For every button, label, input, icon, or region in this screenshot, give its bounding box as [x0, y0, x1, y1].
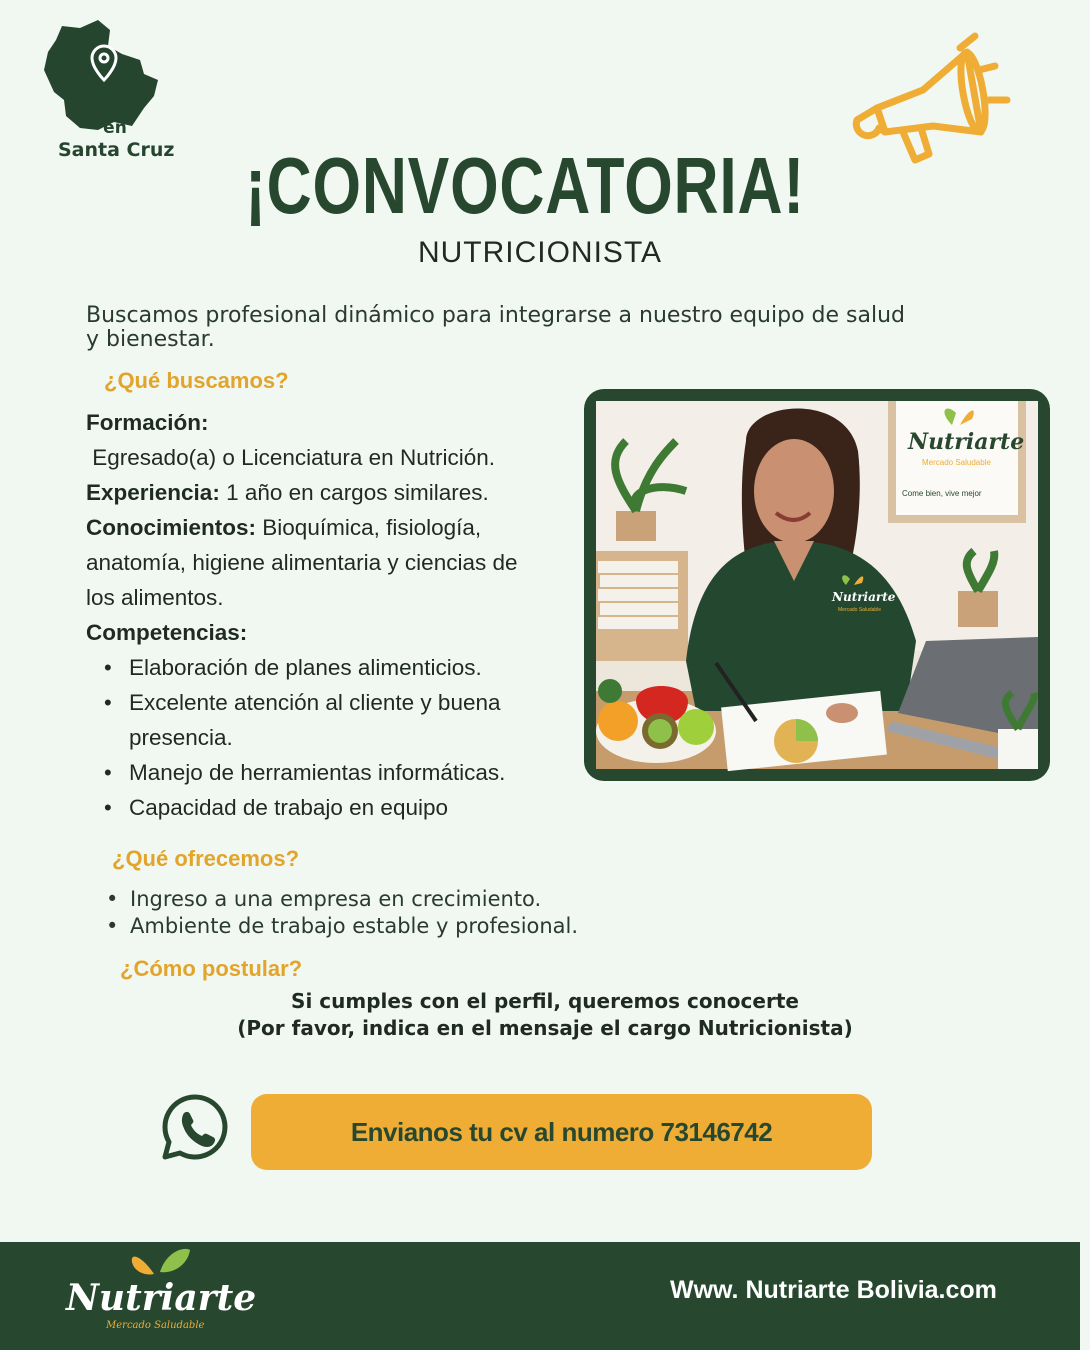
shirt-tagline: Mercado Saludable	[838, 607, 882, 613]
footer-logo	[62, 1246, 257, 1332]
section-heading-buscamos: ¿Qué buscamos?	[104, 368, 289, 393]
send-cv-button[interactable]: Envianos tu cv al numero 73146742	[251, 1094, 872, 1170]
whatsapp-icon[interactable]	[161, 1093, 229, 1161]
list-item: • Ambiente de trabajo estable y profesional.	[130, 913, 578, 940]
requirements-block	[86, 405, 586, 825]
section-heading-postular: ¿Cómo postular?	[120, 956, 303, 981]
list-item: • Manejo de herramientas informáticas.	[129, 755, 586, 790]
experiencia-value: 1 año en cargos similares.	[226, 480, 489, 505]
section-heading-ofrecemos: ¿Qué ofrecemos?	[112, 846, 300, 871]
list-item: • Elaboración de planes alimenticios.	[129, 650, 586, 685]
conocimientos-value-line2: anatomía, higiene alimentaria y ciencias de	[86, 550, 518, 575]
competencias-label: Competencias:	[86, 620, 248, 645]
conocimientos-value: Bioquímica, fisiología,	[262, 515, 482, 540]
experiencia-label: Experiencia:	[86, 480, 220, 505]
sign-slogan: Come bien, vive mejor	[902, 489, 982, 498]
location-prefix: en	[103, 118, 127, 138]
ofrecemos-list	[130, 886, 578, 940]
conocimientos-label: Conocimientos:	[86, 515, 257, 540]
job-title: NUTRICIONISTA	[417, 236, 663, 269]
list-item: • Ingreso a una empresa en crecimiento.	[130, 886, 578, 913]
formacion-label: Formación:	[86, 410, 209, 435]
footer-tagline: Mercado Saludable	[106, 1320, 205, 1331]
website-link[interactable]: Www. Nutriarte Bolivia.com	[670, 1276, 997, 1304]
apply-line-1: Si cumples con el perfil, queremos conocerte	[291, 989, 799, 1013]
sign-tagline: Mercado Saludable	[922, 458, 991, 467]
shirt-brand: Nutriarte	[832, 590, 896, 604]
apply-instructions	[0, 988, 1090, 1042]
conocimientos-value-line3: los alimentos.	[86, 585, 224, 610]
bolivia-map-icon	[40, 18, 160, 133]
competencias-list	[86, 650, 586, 825]
sign-brand: Nutriarte	[908, 429, 1025, 455]
apply-line-2: (Por favor, indica en el mensaje el cargo Nutricionista)	[237, 1016, 853, 1040]
location-city: Santa Cruz	[58, 139, 175, 161]
nutritionist-photo	[596, 401, 1038, 769]
page-title: ¡CONVOCATORIA!	[245, 141, 805, 230]
list-item: • Capacidad de trabajo en equipo	[129, 790, 586, 825]
list-item: • Excelente atención al cliente y buena presencia.	[129, 685, 586, 755]
formacion-value: Egresado(a) o Licenciatura en Nutrición.	[92, 445, 495, 470]
intro-text: Buscamos profesional dinámico para integrarse a nuestro equipo de salud y bienestar.	[86, 303, 905, 352]
footer-brand: Nutriarte	[66, 1277, 257, 1319]
